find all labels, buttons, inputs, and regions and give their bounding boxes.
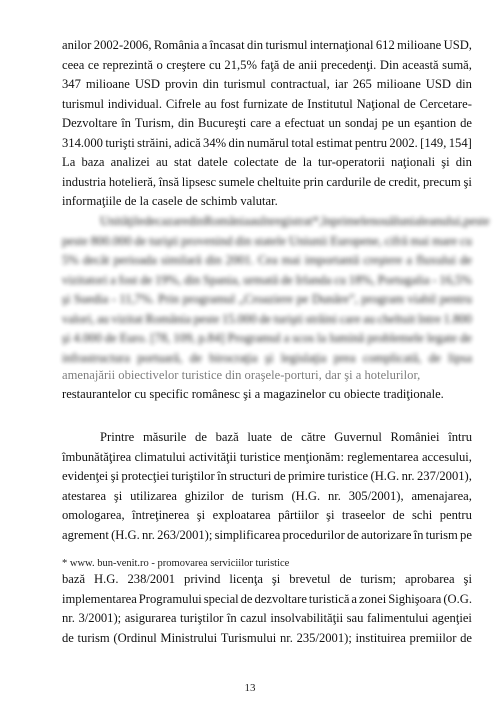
- text-line: valori, au vizitat România peste 15.000 de turişti străini care au cheltuit între 1.800: [62, 311, 472, 326]
- text-line: 347 milioane USD provin din turismul contractual, iar 265 milioane USD din: [62, 77, 472, 91]
- text-line: Printre măsurile de bază luate de către Guvernul României întru: [100, 430, 472, 444]
- text-line: şi Suedia - 11,7%. Prin programul „Croaziere pe Dunăre”, program viabil pentru: [62, 292, 472, 306]
- text-line: ceea ce reprezintă o creştere cu 21,5% faţă de anii precedenţi. Din această sumă,: [62, 57, 472, 72]
- text-line: La baza analizei au stat datele colectate de la tur-operatorii naţionali şi din: [62, 155, 472, 169]
- text-line: amenajării obiectivelor turistice din oraşele-porturi, dar şi a hotelurilor,: [62, 368, 421, 382]
- text-line: Dezvoltare în Turism, din Bucureşti care a efectuat un sondaj pe un eşantion de: [62, 116, 472, 130]
- top-paragraph: [62, 36, 472, 212]
- text-line: vizitatori a fost de 19%, din Spania, urmată de Irlanda cu 18%, Portugalia - 16,5%: [62, 272, 472, 287]
- text-line: îmbunătăţirea climatului activităţii turistice menţionăm: reglementarea accesului,: [62, 449, 472, 464]
- text-line: peste 800.000 de turişti provenind din statele Uniunii Europene, cifră mai mare cu: [62, 233, 472, 248]
- text-line: 314.000 turişti străini, adică 34% din numărul total estimat pentru 2002. [149, 154]: [62, 135, 472, 150]
- text-line: atestarea şi utilizarea ghizilor de turism (H.G. nr. 305/2001), amenajarea,: [62, 488, 472, 503]
- text-line: turismul individual. Cifrele au fost furnizate de Institutul Naţional de Cercetare-: [62, 96, 472, 111]
- text-line: omologarea, întreţinerea şi exploatarea pârtiilor şi traseelor de schi pentru: [62, 508, 472, 522]
- text-line: anilor 2002-2006, România a încasat din turismul internaţional 612 milioane USD,: [62, 38, 472, 52]
- footnote: * www. bun-venit.ro - promovarea serviciilor turistice: [62, 558, 290, 569]
- partial-line: [62, 366, 472, 386]
- blurred-paragraph: [62, 212, 490, 368]
- after-blur-line: [62, 385, 472, 405]
- text-line: de turism (Ordinul Ministrului Turismului nr. 235/2001); instituirea premiilor de: [62, 630, 472, 645]
- text-line: restaurantelor cu specific românesc şi a magazinelor cu obiecte tradiţionale.: [62, 387, 444, 401]
- measures-paragraph: [62, 428, 472, 545]
- text-line: bază H.G. 238/2001 privind licenţa şi brevetul de turism; aprobarea şi: [62, 572, 472, 586]
- text-line: evidenţei şi protecţiei turiştilor în structuri de primire turistice (H.G. nr. 237/2001),: [62, 469, 472, 483]
- text-line: şi 4.000 de Euro. [78, 109, p.84] Programul a scos la lumină problemele legate de: [62, 331, 472, 345]
- text-line: nr. 3/2001); asigurarea turiştilor în cazul insolvabilităţii sau falimentului agenţiei: [62, 611, 472, 625]
- text-line: informaţiile de la casele de schimb valutar.: [62, 194, 278, 208]
- text-line: industria hotelieră, însă lipsesc sumele cheltuite prin cardurile de credit, precum şi: [62, 174, 472, 189]
- page-number: 13: [244, 682, 256, 694]
- text-line: 5% decât perioada similară din 2001. Cea mai importantă creştere a fluxului de: [62, 253, 472, 267]
- text-line: agrement (H.G. nr. 263/2001); simplificarea procedurilor de autorizare în turism pe: [62, 527, 472, 542]
- text-line: Unităţile de cazare din România au înregistrat*, în primele nouă luni ale anului, peste: [100, 214, 490, 228]
- continuation-paragraph: [62, 570, 472, 648]
- text-line: implementarea Programului special de dezvoltare turistică a zonei Sighişoara (O.G.: [62, 591, 472, 606]
- text-line: infrastructura portuară, de birocraţia şi legislaţia prea complicată, de lipsa: [62, 350, 472, 365]
